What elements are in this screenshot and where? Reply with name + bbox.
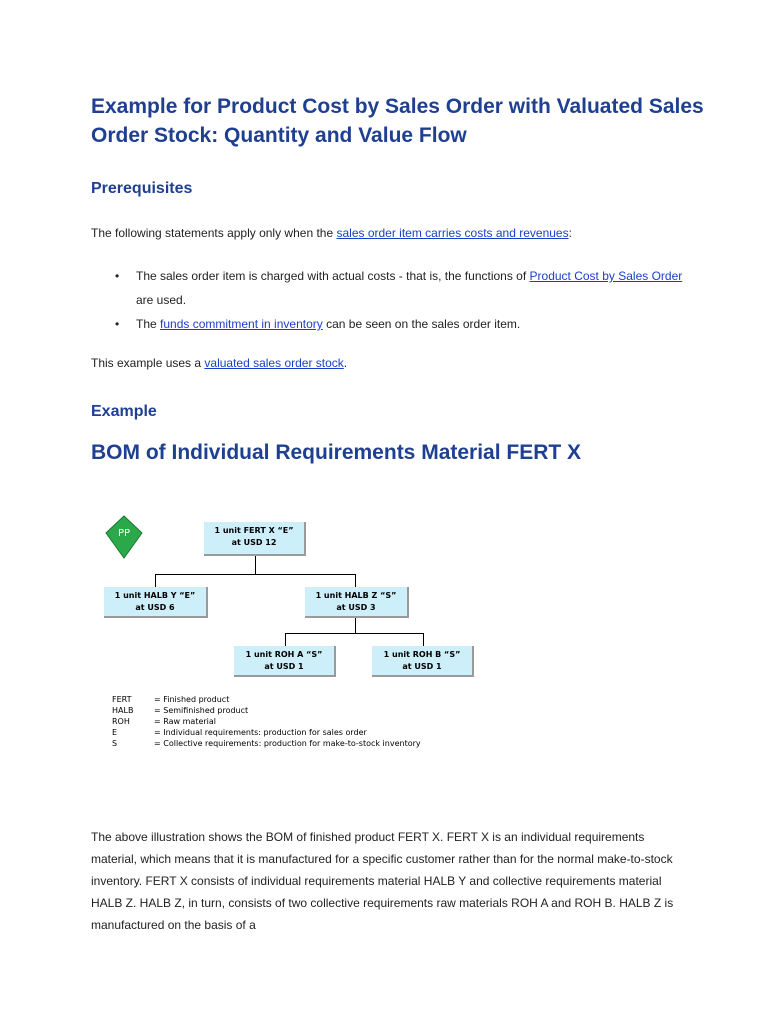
- link-valuated-sales-order-stock[interactable]: valuated sales order stock: [204, 356, 344, 370]
- prerequisites-heading: Prerequisites: [91, 180, 193, 197]
- node-line: 1 unit ROH A “S”: [245, 650, 323, 659]
- bullet-suffix: can be seen on the sales order item.: [322, 317, 521, 331]
- link-sales-order-item-costs[interactable]: sales order item carries costs and revenues: [336, 226, 569, 240]
- node-line: at USD 3: [336, 603, 376, 612]
- bom-node-roh-a: [234, 646, 336, 677]
- bullet-prefix: The: [136, 317, 161, 331]
- legend-row: [112, 694, 421, 705]
- legend-key: HALB: [112, 706, 134, 715]
- bom-diagram: [100, 508, 500, 758]
- node-line: at USD 12: [231, 538, 277, 547]
- connector-line: [423, 633, 424, 646]
- legend-key: E: [112, 728, 118, 737]
- link-funds-commitment-in-inventory[interactable]: funds commitment in inventory: [160, 317, 323, 331]
- pp-logo-label: PP: [117, 528, 131, 539]
- example-heading: Example: [91, 403, 157, 420]
- legend-key: ROH: [112, 717, 130, 726]
- list-item: [91, 264, 691, 312]
- bom-description-paragraph: The above illustration shows the BOM of finished product FERT X. FERT X is an individual requirements material, which means that it is manufactured for a specific customer rather than for the normal make-to-stock inventory. FERT X consists of individual requirements material HALB Y and collective requirements material HALB Z. HALB Z, in turn, consists of two collective requirements raw materials ROH A and ROH B. HALB Z is manufactured on the basis of a: [91, 830, 674, 932]
- legend-row: [112, 705, 421, 716]
- prerequisites-list: [91, 264, 691, 336]
- connector-line: [155, 574, 156, 587]
- bom-heading: BOM of Individual Requirements Material FERT X: [91, 441, 582, 464]
- bom-node-halb-y: [104, 587, 208, 618]
- legend-text: = Raw material: [154, 717, 217, 726]
- example-uses-prefix: This example uses a: [91, 356, 205, 370]
- bullet-icon: •: [115, 269, 120, 283]
- connector-line: [155, 574, 356, 575]
- bom-legend: [112, 694, 421, 749]
- node-line: 1 unit HALB Z “S”: [315, 591, 397, 600]
- node-line: 1 unit HALB Y “E”: [114, 591, 196, 600]
- connector-line: [355, 618, 356, 633]
- node-line: at USD 6: [135, 603, 175, 612]
- bullet-suffix: are used.: [136, 293, 187, 307]
- legend-key: FERT: [112, 695, 132, 704]
- list-item: [91, 312, 691, 336]
- node-line: 1 unit ROH B “S”: [383, 650, 461, 659]
- legend-row: [112, 727, 421, 738]
- legend-text: = Semifinished product: [154, 706, 249, 715]
- example-uses-paragraph: [91, 355, 347, 371]
- page-title: Example for Product Cost by Sales Order with Valuated Sales Order Stock: Quantity and Value Flow: [91, 95, 704, 147]
- legend-row: [112, 738, 421, 749]
- bom-node-fert-x: [204, 522, 306, 556]
- link-product-cost-by-sales-order[interactable]: Product Cost by Sales Order: [529, 269, 683, 283]
- intro-prefix: The following statements apply only when the: [91, 226, 337, 240]
- bullet-prefix: The sales order item is charged with actual costs - that is, the functions of: [136, 269, 530, 283]
- pp-logo-icon: [104, 515, 144, 559]
- connector-line: [355, 574, 356, 587]
- intro-suffix: :: [568, 226, 572, 240]
- bullet-icon: •: [115, 317, 120, 331]
- bom-node-roh-b: [372, 646, 474, 677]
- legend-text: = Collective requirements: production for make-to-stock inventory: [154, 739, 421, 748]
- node-line: at USD 1: [402, 662, 442, 671]
- connector-line: [255, 556, 256, 574]
- legend-text: = Finished product: [154, 695, 230, 704]
- node-line: at USD 1: [264, 662, 304, 671]
- connector-line: [285, 633, 424, 634]
- legend-text: = Individual requirements: production for sales order: [154, 728, 367, 737]
- bom-node-halb-z: [305, 587, 409, 618]
- legend-row: [112, 716, 421, 727]
- legend-key: S: [112, 739, 118, 748]
- example-uses-suffix: .: [343, 356, 348, 370]
- intro-paragraph: [91, 225, 572, 241]
- connector-line: [285, 633, 286, 646]
- node-line: 1 unit FERT X “E”: [214, 526, 294, 535]
